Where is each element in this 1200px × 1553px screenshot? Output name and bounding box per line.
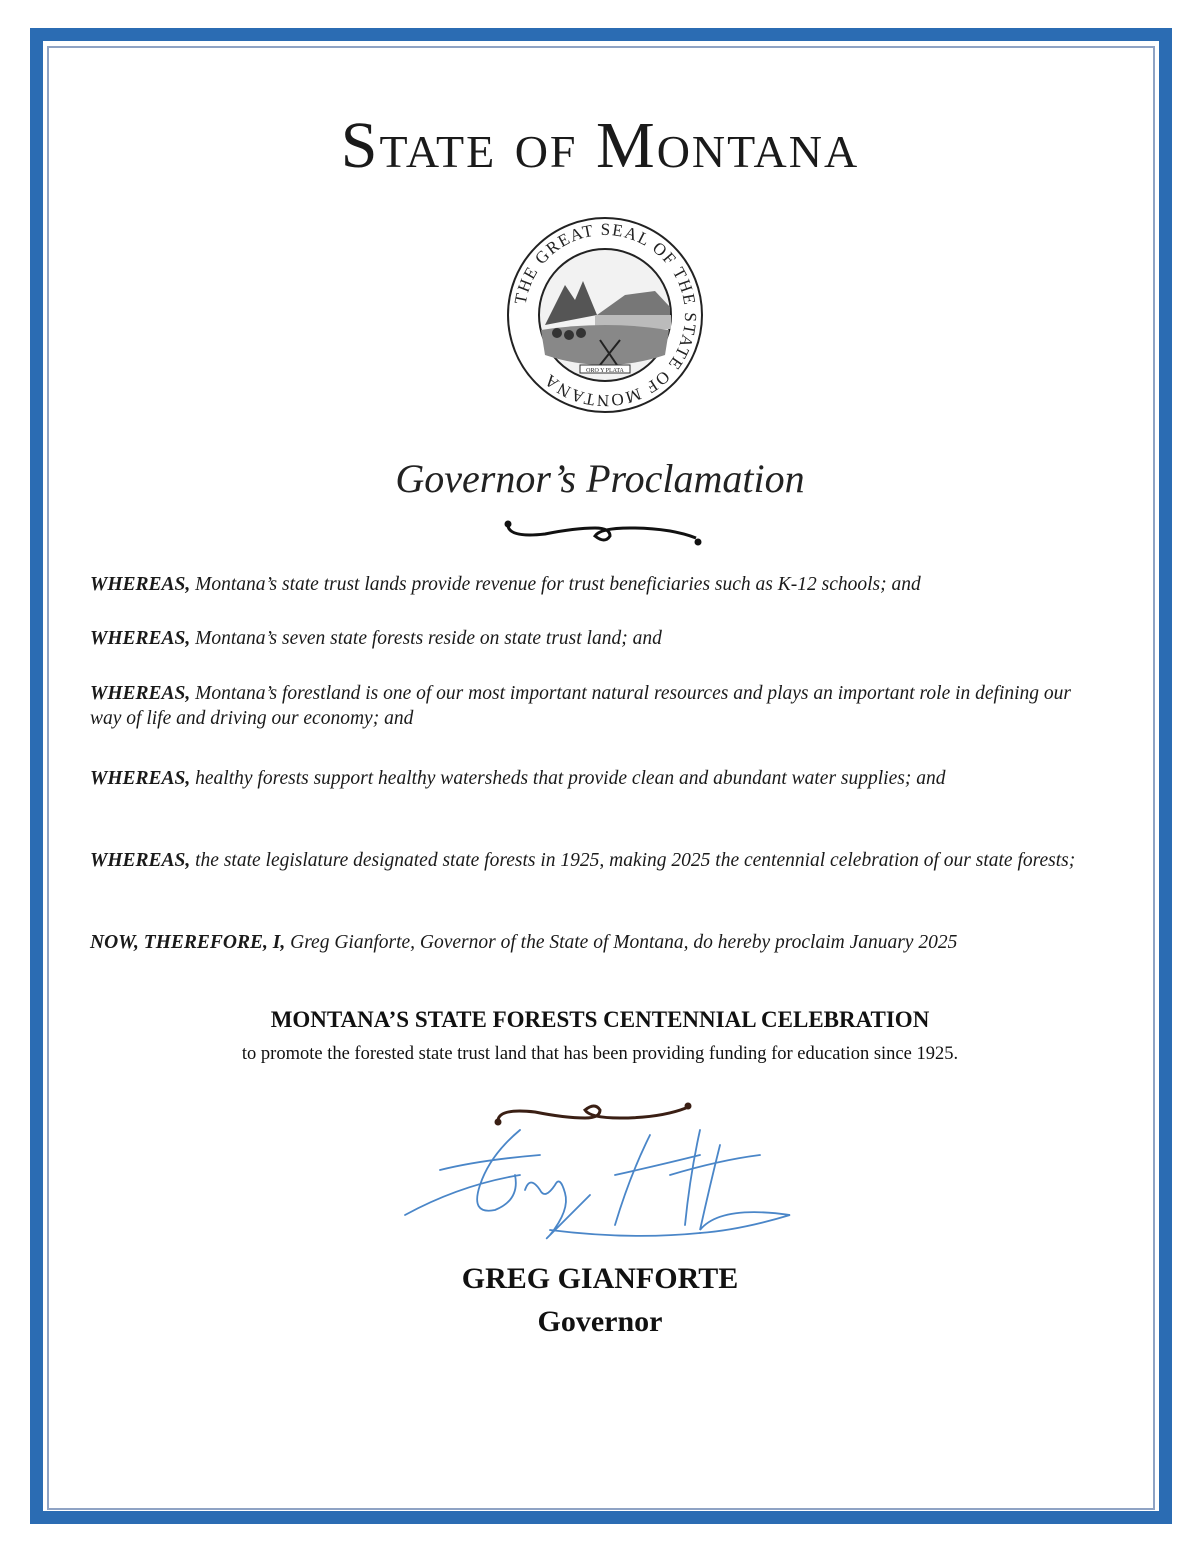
whereas-paragraph: WHEREAS, the state legislature designated state forests in 1925, making 2025 the centennial celebration of our state forests; — [90, 850, 1076, 871]
proclamation-purpose: to promote the forested state trust land that has been providing funding for education since 1925. — [241, 1044, 959, 1064]
seal-ring-text: THE GREAT SEAL OF THE STATE OF MONTANA — [510, 219, 701, 411]
therefore-paragraph: NOW, THEREFORE, I, Greg Gianforte, Governor of the State of Montana, do hereby proclaim January 2025 — [90, 932, 958, 953]
flourish-ornament-icon — [500, 516, 705, 548]
whereas-paragraph: WHEREAS, Montana’s state trust lands provide revenue for trust beneficiaries such as K-12 schools; and — [90, 574, 921, 595]
signer-name: GREG GIANFORTE — [461, 1262, 739, 1295]
whereas-paragraph: WHEREAS, Montana’s seven state forests reside on state trust land; and — [90, 628, 662, 649]
whereas-paragraph: WHEREAS, healthy forests support healthy watersheds that provide clean and abundant water supplies; and — [90, 768, 946, 789]
seal-motto: ORO Y PLATA — [586, 368, 624, 374]
signer-title: Governor — [537, 1305, 663, 1338]
proclamation-title: Governor’s Proclamation — [395, 456, 805, 501]
document-title: State of Montana — [340, 109, 860, 182]
proclamation-heading: MONTANA’S STATE FORESTS CENTENNIAL CELEBRATION — [270, 1007, 930, 1032]
whereas-paragraph: WHEREAS, Montana’s forestland is one of our most important natural resources and plays an important role in defining our way of life and driving our economy; and — [90, 683, 1072, 729]
state-seal-icon — [505, 215, 705, 415]
governor-signature — [400, 1115, 800, 1250]
